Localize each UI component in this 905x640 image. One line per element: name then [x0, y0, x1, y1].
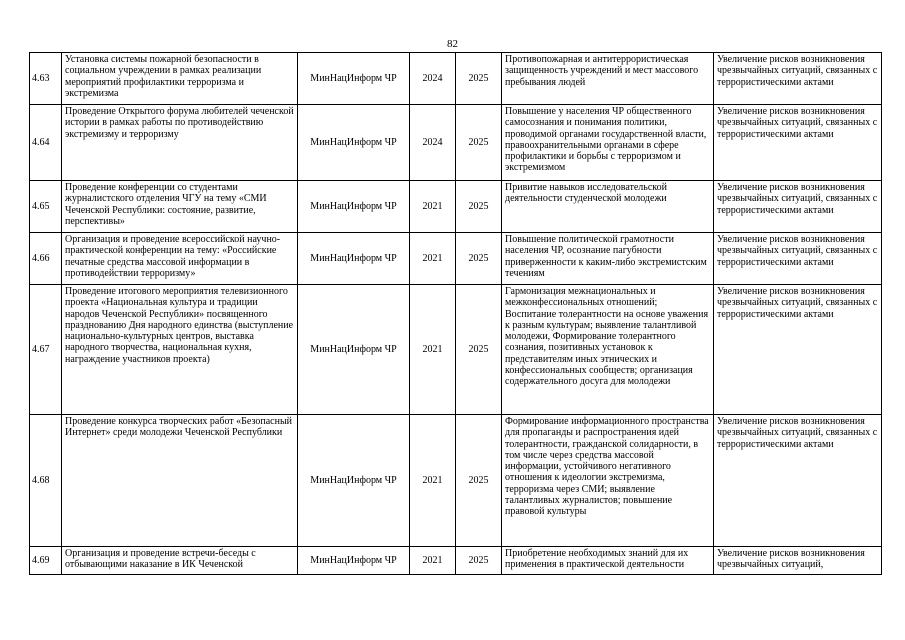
executor-cell: МинНацИнформ ЧР — [298, 285, 410, 415]
risk-cell: Увеличение рисков возникновения чрезвычайных ситуаций, — [714, 547, 882, 575]
event-cell: Проведение конференции со студентами журналистского отделения ЧГУ на тему «СМИ Чеченской Республики: состояние, развитие, перспективы» — [62, 181, 298, 233]
table-row — [30, 105, 882, 181]
page-number: 82 — [447, 38, 458, 50]
event-cell: Установка системы пожарной безопасности в социальном учреждении в рамках реализации мероприятий профилактики терроризма и экстремизма — [62, 53, 298, 105]
measures-table — [29, 52, 882, 575]
result-cell: Повышение у населения ЧР общественного самосознания и понимания политики, проводимой органами государственной власти, правоохранительными органами в сфере профилактики и борьбы с терроризмом и экстремизмом — [502, 105, 714, 181]
event-cell: Организация и проведение всероссийской научно-практической конференции на тему: «Российские печатные средства массовой информации в противодействии терроризму» — [62, 233, 298, 285]
start-year-cell: 2021 — [410, 285, 456, 415]
start-year-cell: 2021 — [410, 547, 456, 575]
end-year-cell: 2025 — [456, 415, 502, 547]
end-year-cell: 2025 — [456, 285, 502, 415]
risk-cell: Увеличение рисков возникновения чрезвычайных ситуаций, связанных с террористическими актами — [714, 415, 882, 547]
risk-cell: Увеличение рисков возникновения чрезвычайных ситуаций, связанных с террористическими актами — [714, 285, 882, 415]
result-cell: Приобретение необходимых знаний для их применения в практической деятельности — [502, 547, 714, 575]
row-number: 4.65 — [30, 181, 62, 233]
result-cell: Противопожарная и антитеррористическая защищенность учреждений и мест массового пребывания людей — [502, 53, 714, 105]
risk-cell: Увеличение рисков возникновения чрезвычайных ситуаций, связанных с террористическими актами — [714, 181, 882, 233]
executor-cell: МинНацИнформ ЧР — [298, 53, 410, 105]
row-number: 4.66 — [30, 233, 62, 285]
table-row — [30, 547, 882, 575]
row-number: 4.67 — [30, 285, 62, 415]
result-cell: Повышение политической грамотности населения ЧР, осознание пагубности приверженности к каким-либо экстремистским течениям — [502, 233, 714, 285]
result-cell: Формирование информационного пространства для пропаганды и распространения идей толерантности, гражданской солидарности, в том числе через средства массовой информации, устойчивого негативного отношения к идеологии экстремизма, терроризма через СМИ; выявление талантливых журналистов; повышение правовой культуры — [502, 415, 714, 547]
row-number: 4.63 — [30, 53, 62, 105]
end-year-cell: 2025 — [456, 233, 502, 285]
event-cell: Проведение итогового мероприятия телевизионного проекта «Национальная культура и традиции народов Чеченской Республики» посвященного празднованию Дня народного единства (выступление национально-культурных центров, выставка народного творчества, национальная кухня, награждение участников проекта) — [62, 285, 298, 415]
row-number: 4.64 — [30, 105, 62, 181]
risk-cell: Увеличение рисков возникновения чрезвычайных ситуаций, связанных с террористическими актами — [714, 53, 882, 105]
table-row — [30, 53, 882, 105]
start-year-cell: 2021 — [410, 233, 456, 285]
event-cell: Проведение конкурса творческих работ «Безопасный Интернет» среди молодежи Чеченской Республики — [62, 415, 298, 547]
risk-cell: Увеличение рисков возникновения чрезвычайных ситуаций, связанных с террористическими актами — [714, 105, 882, 181]
start-year-cell: 2021 — [410, 415, 456, 547]
start-year-cell: 2024 — [410, 105, 456, 181]
risk-cell: Увеличение рисков возникновения чрезвычайных ситуаций, связанных с террористическими актами — [714, 233, 882, 285]
start-year-cell: 2024 — [410, 53, 456, 105]
start-year-cell: 2021 — [410, 181, 456, 233]
table-row — [30, 181, 882, 233]
end-year-cell: 2025 — [456, 105, 502, 181]
end-year-cell: 2025 — [456, 547, 502, 575]
executor-cell: МинНацИнформ ЧР — [298, 181, 410, 233]
result-cell: Привитие навыков исследовательской деятельности студенческой молодежи — [502, 181, 714, 233]
end-year-cell: 2025 — [456, 181, 502, 233]
executor-cell: МинНацИнформ ЧР — [298, 105, 410, 181]
end-year-cell: 2025 — [456, 53, 502, 105]
table-row — [30, 415, 882, 547]
executor-cell: МинНацИнформ ЧР — [298, 233, 410, 285]
executor-cell: МинНацИнформ ЧР — [298, 415, 410, 547]
event-cell: Организация и проведение встречи-беседы с отбывающими наказание в ИК Чеченской — [62, 547, 298, 575]
event-cell: Проведение Открытого форума любителей чеченской истории в рамках работы по противодействию экстремизму и терроризму — [62, 105, 298, 181]
row-number: 4.68 — [30, 415, 62, 547]
result-cell: Гармонизация межнациональных и межконфессиональных отношений; Воспитание толерантности на основе уважения к разным культурам; выявление талантливой молодежи, Формирование толерантного сознания, позитивных установок к представителям иных этнических и конфессиональных сообществ; организация содержательного досуга для молодежи — [502, 285, 714, 415]
row-number: 4.69 — [30, 547, 62, 575]
table-row — [30, 233, 882, 285]
executor-cell: МинНацИнформ ЧР — [298, 547, 410, 575]
table-row — [30, 285, 882, 415]
